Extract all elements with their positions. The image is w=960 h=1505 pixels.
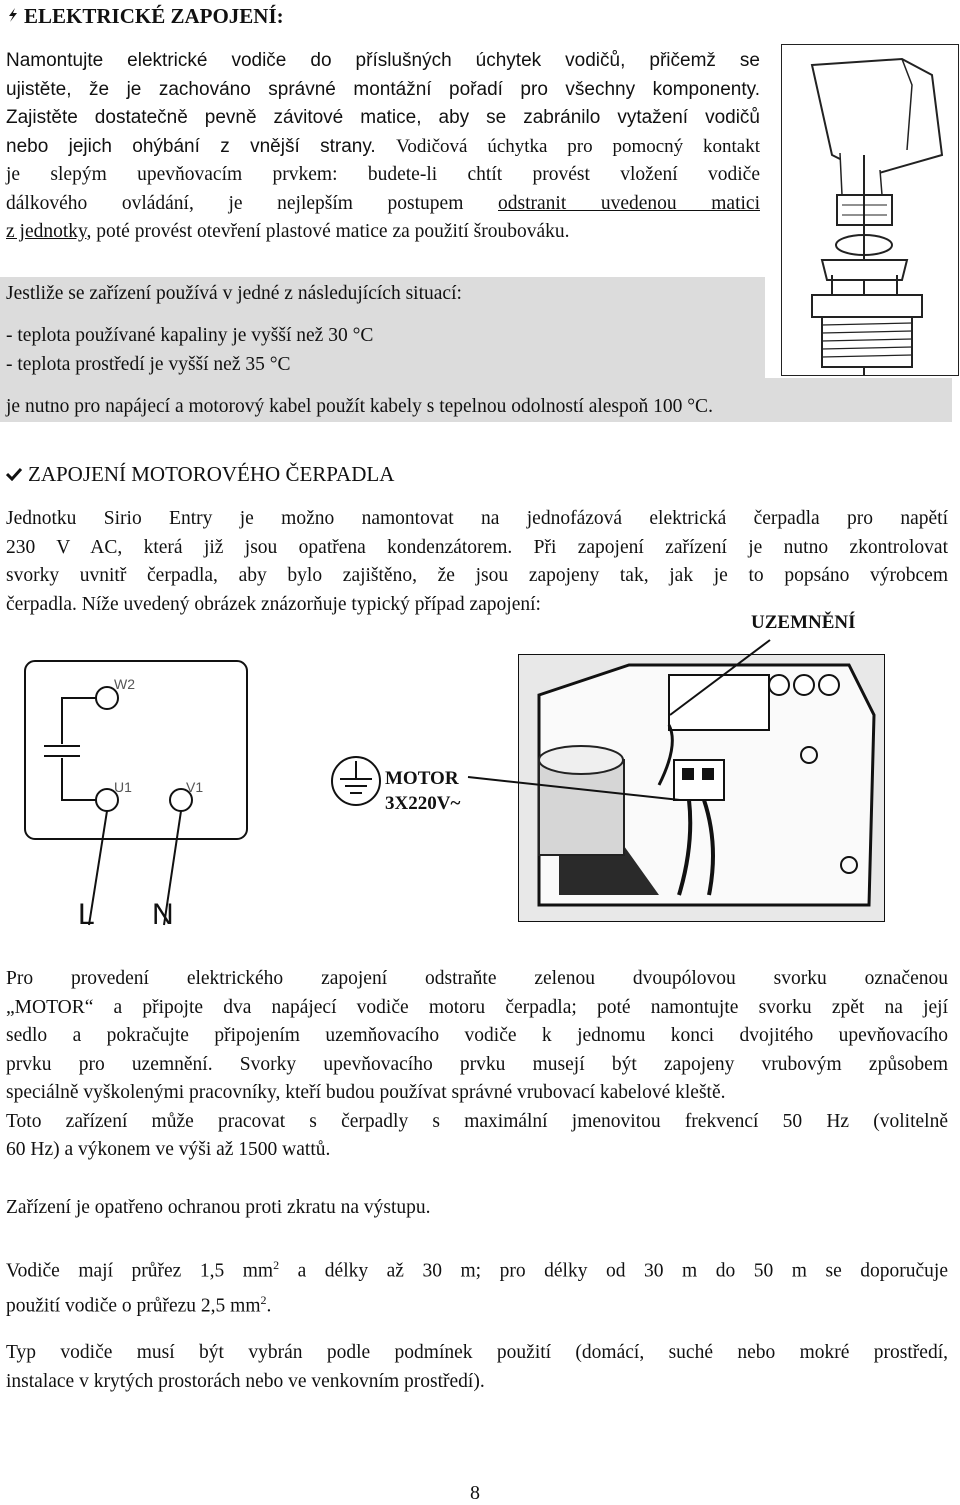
text-line: Jednotku Sirio Entry je možno namontovat na jednofázová elektrická čerpadla pro napětí: [6, 508, 948, 529]
connection-paragraph: [6, 965, 948, 1165]
superscript: 2: [273, 1258, 280, 1272]
text-line: prvku pro uzemnění. Svorky upevňovacího prvku musejí být zapojeny vrubovým způsobem: [6, 1053, 948, 1075]
heading-text: ELEKTRICKÉ ZAPOJENÍ:: [24, 4, 284, 28]
text-line: svorky uvnitř čerpadla, aby bylo zajištěno, že jsou zapojeny tak, jak je to popsáno výrobcem: [6, 565, 948, 586]
lightning-bullet-icon: [6, 4, 24, 29]
superscript: 2: [260, 1293, 267, 1307]
text-segment: , poté provést otevření plastové matice za použití šroubováku.: [86, 221, 570, 242]
text-line: ujistěte, že je zachováno správné montážní pořadí pro všechny komponenty.: [6, 78, 760, 100]
text-segment: 230 V AC, která již jsou opatřena kondenzátorem.: [6, 536, 513, 558]
section-heading-electrical: [6, 4, 284, 29]
text-line: Toto zařízení může pracovat s čerpadly s maximální jmenovitou frekvencí 50 Hz (volitelně: [6, 1110, 948, 1132]
section-heading-motor: [6, 462, 394, 487]
text-line: Zajistěte dostatečně pevně závitové matice, aby se zabránilo vytažení vodičů: [6, 107, 760, 128]
heading-text: ZAPOJENÍ MOTOROVÉHO ČERPADLA: [28, 462, 395, 486]
page-number: 8: [470, 1482, 480, 1504]
text-line: sedlo a pokračujte připojením uzemňovacího vodiče k jednomu konci dvojitého upevňovacího: [6, 1025, 948, 1046]
short-circuit-note: Zařízení je opatřeno ochranou proti zkratu na výstupu.: [6, 1197, 431, 1218]
motor-voltage-label: 3X220V~: [385, 793, 461, 814]
lead-label-n: N: [152, 898, 174, 931]
text-segment: Vodiče mají průřez 1,5 mm: [6, 1260, 274, 1282]
text-segment: nebo jejich ohýbání z vnější strany.: [6, 135, 376, 157]
text-line: Pro provedení elektrického zapojení odstraňte zelenou dvoupólovou svorku označenou: [6, 968, 948, 989]
text-line: instalace v krytých prostorách nebo ve venkovním prostředí).: [6, 1370, 485, 1392]
callout-lines: [300, 625, 820, 825]
text-segment: dálkového ovládání, je nejlepším postupem: [6, 192, 464, 214]
text-segment: Vodičová úchytka pro pomocný kontakt: [396, 135, 760, 157]
motor-paragraph: [6, 505, 948, 619]
text-segment: použití vodiče o průřezu 2,5 mm: [6, 1295, 261, 1317]
text-segment: Níže uvedený obrázek znázorňuje typický případ zapojení:: [81, 593, 541, 615]
intro-paragraph-cont: [6, 161, 760, 247]
warning-line: - teplota používané kapaliny je vyšší než 30 °C: [6, 325, 374, 346]
cable-type-paragraph: [6, 1339, 948, 1396]
text-line: speciálně vyškolenými pracovníky, kteří budou používat správné vrubovací kabelové kleště.: [6, 1082, 726, 1103]
terminal-label-v1: V1: [186, 779, 204, 795]
terminal-label-w2: W2: [114, 676, 135, 692]
text-segment: a délky až 30 m; pro délky od 30 m do 50 m se doporučuje: [297, 1260, 948, 1282]
ground-label: UZEMNĚNÍ: [751, 612, 856, 633]
checkmark-bullet-icon: [6, 462, 28, 487]
motor-wiring-schematic: [24, 660, 250, 840]
motor-label: MOTOR: [385, 768, 459, 789]
lead-label-l: L: [78, 898, 95, 931]
text-segment: Při zapojení zařízení je nutno zkontrolovat: [533, 536, 949, 558]
warning-line: Jestliže se zařízení používá v jedné z následujících situací:: [6, 283, 462, 304]
underlined-text: odstranit uvedenou matici: [498, 192, 760, 214]
schematic-drawing: [24, 660, 250, 940]
cable-gland-figure: [781, 44, 959, 376]
text-line: 60 Hz) a výkonem ve výši až 1500 wattů.: [6, 1139, 331, 1160]
intro-paragraph: [6, 47, 760, 161]
text-line: Typ vodiče musí být vybrán podle podmínek použití (domácí, suché nebo mokré prostředí,: [6, 1342, 948, 1363]
cable-cross-section-paragraph: [6, 1251, 948, 1321]
warning-line: je nutno pro napájecí a motorový kabel použít kabely s tepelnou odolností alespoň 100 °C.: [6, 396, 713, 417]
text-line: je slepým upevňovacím prvkem: budete-li chtít provést vložení vodiče: [6, 164, 760, 185]
text-line: Namontujte elektrické vodiče do příslušných úchytek vodičů, přičemž se: [6, 50, 760, 71]
terminal-label-u1: U1: [114, 779, 132, 795]
text-line: „MOTOR“ a připojte dva napájecí vodiče motoru čerpadla; poté namontujte svorku zpět na její: [6, 996, 948, 1018]
underlined-text: z jednotky: [6, 221, 87, 242]
text-segment: čerpadla.: [6, 593, 77, 615]
warning-line: - teplota prostředí je vyšší než 35 °C: [6, 354, 291, 375]
text-segment: .: [266, 1295, 272, 1317]
